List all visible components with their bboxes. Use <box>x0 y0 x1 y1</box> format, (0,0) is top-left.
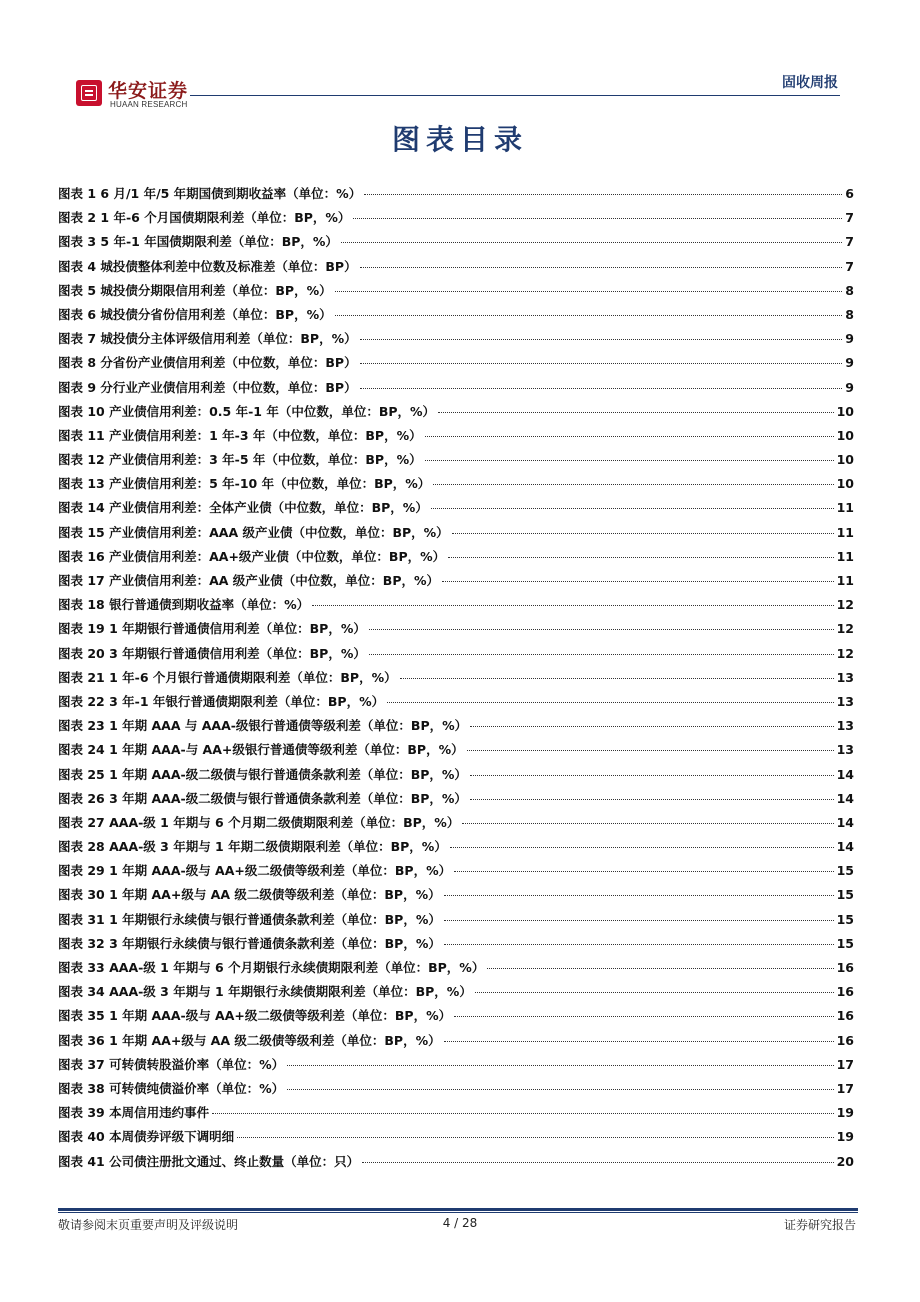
toc-entry[interactable] <box>58 208 854 232</box>
toc-entry-label[interactable]: 图表 12 产业债信用利差：3 年-5 年（中位数，单位：BP，%） <box>58 452 422 468</box>
toc-entry[interactable] <box>58 813 854 837</box>
toc-entry-page[interactable]: 10 <box>836 403 854 419</box>
toc-entry[interactable] <box>58 1031 854 1055</box>
toc-entry-page[interactable]: 16 <box>836 1008 854 1024</box>
toc-entry[interactable] <box>58 257 854 281</box>
toc-dot-leader <box>353 218 842 219</box>
toc-entry-page[interactable]: 12 <box>836 621 854 637</box>
toc-dot-leader <box>387 702 833 703</box>
toc-entry[interactable] <box>58 837 854 861</box>
toc-entry[interactable] <box>58 765 854 789</box>
toc-entry-label[interactable]: 图表 34 AAA-级 3 年期与 1 年期银行永续债期限利差（单位：BP，%） <box>58 984 472 1000</box>
toc-dot-leader <box>425 460 834 461</box>
toc-entry[interactable] <box>58 353 854 377</box>
footer-divider <box>58 1208 858 1211</box>
toc-entry[interactable] <box>58 498 854 522</box>
toc-entry[interactable] <box>58 378 854 402</box>
toc-entry-label[interactable]: 图表 3 5 年-1 年国债期限利差（单位：BP，%） <box>58 234 338 250</box>
toc-entry[interactable] <box>58 402 854 426</box>
toc-dot-leader <box>335 315 843 316</box>
toc-dot-leader <box>454 871 833 872</box>
toc-entry-label[interactable]: 图表 23 1 年期 AAA 与 AAA-级银行普通债等级利差（单位：BP，%） <box>58 718 468 734</box>
toc-entry-page[interactable]: 11 <box>836 524 854 540</box>
toc-dot-leader <box>444 920 834 921</box>
toc-entry-label[interactable]: 图表 8 分省份产业债信用利差（中位数，单位：BP） <box>58 355 357 371</box>
toc-dot-leader <box>360 267 843 268</box>
toc-entry-page[interactable]: 16 <box>836 984 854 1000</box>
toc-entry-page[interactable]: 12 <box>836 597 854 613</box>
toc-entry-label[interactable]: 图表 18 银行普通债到期收益率（单位：%） <box>58 597 310 613</box>
toc-entry-label[interactable]: 图表 10 产业债信用利差：0.5 年-1 年（中位数，单位：BP，%） <box>58 403 436 419</box>
toc-dot-leader <box>450 847 834 848</box>
toc-entry-label[interactable]: 图表 38 可转债纯债溢价率（单位：%） <box>58 1080 285 1096</box>
toc-entry-page[interactable]: 9 <box>845 331 854 347</box>
toc-entry-page[interactable]: 11 <box>836 500 854 516</box>
toc-entry-label[interactable]: 图表 5 城投债分期限信用利差（单位：BP，%） <box>58 282 332 298</box>
toc-entry-page[interactable]: 17 <box>836 1056 854 1072</box>
toc-entry-page[interactable]: 16 <box>836 1032 854 1048</box>
page-header <box>0 0 920 110</box>
toc-entry-label[interactable]: 图表 24 1 年期 AAA-与 AA+级银行普通债等级利差（单位：BP，%） <box>58 742 464 758</box>
toc-entry-label[interactable]: 图表 15 产业债信用利差：AAA 级产业债（中位数，单位：BP，%） <box>58 524 449 540</box>
toc-entry[interactable] <box>58 1127 854 1151</box>
toc-entry-page[interactable]: 12 <box>836 645 854 661</box>
toc-entry[interactable] <box>58 232 854 256</box>
toc-dot-leader <box>362 1162 833 1163</box>
toc-entry-label[interactable]: 图表 22 3 年-1 年银行普通债期限利差（单位：BP，%） <box>58 693 385 709</box>
toc-dot-leader <box>470 775 834 776</box>
toc-dot-leader <box>212 1113 833 1114</box>
toc-dot-leader <box>400 678 834 679</box>
toc-entry[interactable] <box>58 644 854 668</box>
toc-entry-page[interactable]: 7 <box>845 258 854 274</box>
toc-entry-label[interactable]: 图表 6 城投债分省份信用利差（单位：BP，%） <box>58 306 332 322</box>
toc-entry-label[interactable]: 图表 25 1 年期 AAA-级二级债与银行普通债条款利差（单位：BP，%） <box>58 766 467 782</box>
toc-entry[interactable] <box>58 692 854 716</box>
toc-entry-page[interactable]: 13 <box>836 718 854 734</box>
toc-entry-label[interactable]: 图表 16 产业债信用利差：AA+级产业债（中位数，单位：BP，%） <box>58 548 446 564</box>
toc-entry[interactable] <box>58 910 854 934</box>
toc-list <box>58 184 854 1176</box>
header-divider <box>190 95 840 96</box>
toc-entry-page[interactable]: 13 <box>836 693 854 709</box>
toc-entry-label[interactable]: 图表 7 城投债分主体评级信用利差（单位：BP，%） <box>58 331 357 347</box>
page-title: 图表目录 <box>391 123 528 156</box>
toc-entry-page[interactable]: 20 <box>836 1153 854 1169</box>
toc-entry-page[interactable]: 10 <box>836 427 854 443</box>
toc-dot-leader <box>444 895 834 896</box>
toc-entry-page[interactable]: 8 <box>845 282 854 298</box>
toc-entry-label[interactable]: 图表 36 1 年期 AA+级与 AA 级二级债等级利差（单位：BP，%） <box>58 1032 441 1048</box>
toc-entry[interactable] <box>58 184 854 208</box>
toc-entry[interactable] <box>58 934 854 958</box>
toc-dot-leader <box>454 1016 833 1017</box>
toc-entry-label[interactable]: 图表 33 AAA-级 1 年期与 6 个月期银行永续债期限利差（单位：BP，%） <box>58 960 485 975</box>
toc-entry-label[interactable]: 图表 9 分行业产业债信用利差（中位数，单位：BP） <box>58 379 357 395</box>
toc-entry-page[interactable]: 9 <box>845 379 854 395</box>
toc-entry-label[interactable]: 图表 20 3 年期银行普通债信用利差（单位：BP，%） <box>58 645 366 661</box>
toc-entry-label[interactable]: 图表 41 公司债注册批文通过、终止数量（单位：只） <box>58 1153 360 1169</box>
toc-entry-label[interactable]: 图表 37 可转债转股溢价率（单位：%） <box>58 1056 285 1072</box>
toc-entry-page[interactable]: 6 <box>845 186 854 201</box>
toc-dot-leader <box>364 194 842 195</box>
toc-entry-label[interactable]: 图表 28 AAA-级 3 年期与 1 年期二级债期限利差（单位：BP，%） <box>58 839 447 855</box>
toc-entry[interactable] <box>58 1006 854 1030</box>
footer-disclaimer: 敬请参阅末页重要声明及评级说明 <box>58 1218 239 1232</box>
toc-entry-page[interactable]: 13 <box>836 742 854 758</box>
toc-dot-leader <box>335 291 843 292</box>
toc-entry-label[interactable]: 图表 4 城投债整体利差中位数及标准差（单位：BP） <box>58 258 357 274</box>
toc-dot-leader <box>475 992 834 993</box>
toc-entry[interactable] <box>58 716 854 740</box>
toc-dot-leader <box>360 339 843 340</box>
toc-dot-leader <box>470 726 833 727</box>
toc-dot-leader <box>369 654 834 655</box>
toc-entry-label[interactable]: 图表 29 1 年期 AAA-级与 AA+级二级债等级利差（单位：BP，%） <box>58 863 452 879</box>
toc-entry-page[interactable]: 16 <box>836 960 854 975</box>
toc-entry-label[interactable]: 图表 11 产业债信用利差：1 年-3 年（中位数，单位：BP，%） <box>58 427 422 443</box>
toc-entry-page[interactable]: 10 <box>836 476 854 492</box>
toc-entry[interactable] <box>58 595 854 619</box>
toc-entry[interactable] <box>58 329 854 353</box>
toc-entry-page[interactable]: 15 <box>836 911 854 927</box>
logo-chinese-name: 华安证券 <box>108 80 189 102</box>
toc-entry-page[interactable]: 19 <box>836 1129 854 1145</box>
toc-dot-leader <box>452 533 834 534</box>
toc-entry[interactable] <box>58 474 854 498</box>
toc-entry[interactable] <box>58 885 854 909</box>
toc-entry-label[interactable]: 图表 27 AAA-级 1 年期与 6 个月期二级债期限利差（单位：BP，%） <box>58 814 460 830</box>
toc-entry[interactable] <box>58 1055 854 1079</box>
toc-entry-label[interactable]: 图表 2 1 年-6 个月国债期限利差（单位：BP，%） <box>58 210 351 226</box>
toc-entry[interactable] <box>58 740 854 764</box>
footer-report-type: 证券研究报告 <box>783 1218 856 1232</box>
toc-dot-leader <box>444 944 834 945</box>
toc-dot-leader <box>425 436 834 437</box>
toc-entry-label[interactable]: 图表 40 本周债券评级下调明细 <box>58 1129 235 1145</box>
toc-entry[interactable] <box>58 1152 854 1176</box>
toc-entry-page[interactable]: 10 <box>836 452 854 468</box>
huaan-logo-icon <box>76 80 102 106</box>
toc-entry-page[interactable]: 9 <box>845 355 854 371</box>
toc-dot-leader <box>360 363 843 364</box>
toc-dot-leader <box>448 557 833 558</box>
toc-entry-page[interactable]: 8 <box>845 306 854 322</box>
toc-entry[interactable] <box>58 571 854 595</box>
toc-dot-leader <box>237 1137 833 1138</box>
toc-entry-page[interactable]: 19 <box>836 1105 854 1121</box>
toc-dot-leader <box>312 605 833 606</box>
toc-entry-label[interactable]: 图表 1 6 月/1 年/5 年期国债到期收益率（单位：%） <box>58 186 362 201</box>
toc-entry-page[interactable]: 14 <box>836 839 854 855</box>
toc-entry-label[interactable]: 图表 31 1 年期银行永续债与银行普通债条款利差（单位：BP，%） <box>58 911 441 927</box>
toc-dot-leader <box>462 823 833 824</box>
toc-entry[interactable] <box>58 450 854 474</box>
toc-dot-leader <box>369 629 834 630</box>
toc-entry[interactable] <box>58 619 854 643</box>
toc-entry-page[interactable]: 7 <box>845 210 854 226</box>
toc-entry-label[interactable]: 图表 32 3 年期银行永续债与银行普通债条款利差（单位：BP，%） <box>58 935 441 951</box>
toc-entry[interactable] <box>58 281 854 305</box>
toc-dot-leader <box>360 388 843 389</box>
toc-entry[interactable] <box>58 426 854 450</box>
toc-entry-page[interactable]: 11 <box>836 548 854 564</box>
toc-dot-leader <box>431 508 834 509</box>
toc-entry-label[interactable]: 图表 19 1 年期银行普通债信用利差（单位：BP，%） <box>58 621 366 637</box>
toc-entry-page[interactable]: 14 <box>836 790 854 806</box>
toc-entry-label[interactable]: 图表 30 1 年期 AA+级与 AA 级二级债等级利差（单位：BP，%） <box>58 887 441 903</box>
toc-dot-leader <box>438 412 834 413</box>
toc-entry[interactable] <box>58 547 854 571</box>
page-number: 4 / 28 <box>442 1216 478 1230</box>
toc-entry-label[interactable]: 图表 17 产业债信用利差：AA 级产业债（中位数，单位：BP，%） <box>58 573 440 588</box>
toc-entry-label[interactable]: 图表 26 3 年期 AAA-级二级债与银行普通债条款利差（单位：BP，%） <box>58 790 467 806</box>
toc-entry-page[interactable]: 7 <box>845 234 854 250</box>
toc-entry-label[interactable]: 图表 14 产业债信用利差：全体产业债（中位数，单位：BP，%） <box>58 500 428 516</box>
toc-entry-label[interactable]: 图表 39 本周信用违约事件 <box>58 1105 210 1121</box>
toc-entry[interactable] <box>58 789 854 813</box>
toc-dot-leader <box>467 750 834 751</box>
toc-entry-page[interactable]: 17 <box>836 1080 854 1096</box>
toc-entry-page[interactable]: 11 <box>836 573 854 588</box>
toc-entry-label[interactable]: 图表 13 产业债信用利差：5 年-10 年（中位数，单位：BP，%） <box>58 476 431 492</box>
footer-divider-thin <box>58 1212 858 1213</box>
toc-entry[interactable] <box>58 1103 854 1127</box>
toc-dot-leader <box>470 799 834 800</box>
toc-entry-page[interactable]: 13 <box>836 669 854 685</box>
toc-entry-page[interactable]: 14 <box>836 814 854 830</box>
toc-dot-leader <box>433 484 833 485</box>
toc-dot-leader <box>341 242 842 243</box>
toc-dot-leader <box>287 1089 833 1090</box>
toc-dot-leader <box>487 968 833 969</box>
toc-entry-page[interactable]: 15 <box>836 863 854 879</box>
toc-entry-label[interactable]: 图表 35 1 年期 AAA-级与 AA+级二级债等级利差（单位：BP，%） <box>58 1008 452 1024</box>
toc-dot-leader <box>442 581 834 582</box>
report-section-label: 固收周报 <box>782 75 838 91</box>
toc-entry-page[interactable]: 15 <box>836 887 854 903</box>
toc-dot-leader <box>287 1065 833 1066</box>
toc-entry[interactable] <box>58 668 854 692</box>
toc-entry[interactable] <box>58 305 854 329</box>
toc-entry[interactable] <box>58 1079 854 1103</box>
toc-entry[interactable] <box>58 523 854 547</box>
toc-entry-label[interactable]: 图表 21 1 年-6 个月银行普通债期限利差（单位：BP，%） <box>58 669 397 685</box>
logo-english-name: HUAAN RESEARCH <box>110 100 188 109</box>
toc-entry[interactable] <box>58 861 854 885</box>
toc-entry-page[interactable]: 15 <box>836 935 854 951</box>
toc-entry[interactable] <box>58 982 854 1006</box>
toc-dot-leader <box>444 1041 834 1042</box>
toc-entry[interactable] <box>58 958 854 982</box>
toc-entry-page[interactable]: 14 <box>836 766 854 782</box>
